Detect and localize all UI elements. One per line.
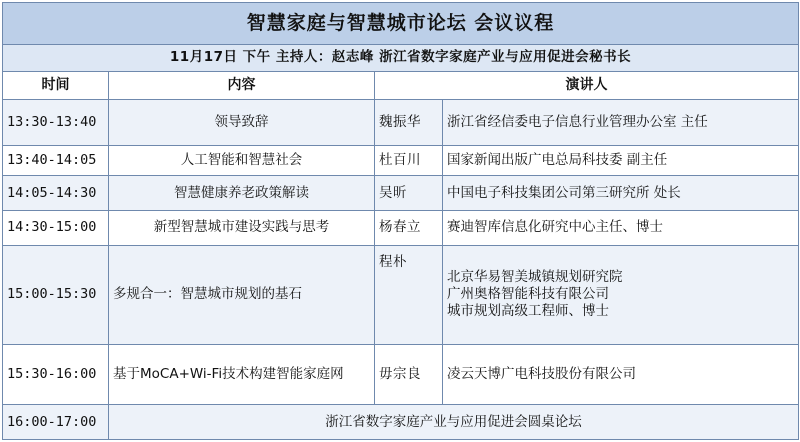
- speaker-name: 程朴: [375, 245, 443, 344]
- agenda-row: [3, 176, 799, 211]
- speaker-name: 魏振华: [375, 100, 443, 146]
- header-time: 时间: [3, 72, 109, 100]
- title-row: [3, 3, 799, 45]
- speaker-name: 杨春立: [375, 211, 443, 246]
- speaker-position: [443, 345, 799, 405]
- position-line: 赛迪智库信息化研究中心主任、博士: [447, 219, 663, 236]
- agenda-table: [2, 2, 799, 440]
- topic-cell: 多规合一：智慧城市规划的基石: [109, 245, 375, 344]
- subtitle-row: [3, 44, 799, 72]
- time-cell: 13:40-14:05: [3, 146, 109, 176]
- roundtable-cell: 浙江省数字家庭产业与应用促进会圆桌论坛: [109, 405, 799, 440]
- topic-cell: 智慧健康养老政策解读: [109, 176, 375, 211]
- time-cell: 14:05-14:30: [3, 176, 109, 211]
- speaker-position: [443, 146, 799, 176]
- header-content: 内容: [109, 72, 375, 100]
- topic-cell: 基于MoCA+Wi-Fi技术构建智能家庭网: [109, 345, 375, 405]
- agenda-row: [3, 405, 799, 440]
- header-row: [3, 72, 799, 100]
- position-line: 凌云天博广电科技股份有限公司: [447, 366, 636, 383]
- speaker-name: 吴昕: [375, 176, 443, 211]
- agenda-row: [3, 245, 799, 344]
- agenda-title: 智慧家庭与智慧城市论坛 会议议程: [3, 3, 799, 45]
- topic-cell: 人工智能和智慧社会: [109, 146, 375, 176]
- agenda-row: [3, 211, 799, 246]
- speaker-name: 杜百川: [375, 146, 443, 176]
- position-line: 中国电子科技集团公司第三研究所 处长: [447, 184, 681, 201]
- time-cell: 15:00-15:30: [3, 245, 109, 344]
- position-line: 广州奥格智能科技有限公司: [447, 286, 609, 303]
- speaker-position: [443, 245, 799, 344]
- header-speaker: 演讲人: [375, 72, 799, 100]
- topic-cell: 新型智慧城市建设实践与思考: [109, 211, 375, 246]
- time-cell: 16:00-17:00: [3, 405, 109, 440]
- agenda-row: [3, 146, 799, 176]
- time-cell: 13:30-13:40: [3, 100, 109, 146]
- time-cell: 15:30-16:00: [3, 345, 109, 405]
- agenda-row: [3, 100, 799, 146]
- session-info: 11月17日 下午 主持人：赵志峰 浙江省数字家庭产业与应用促进会秘书长: [3, 44, 799, 72]
- position-line: 浙江省经信委电子信息行业管理办公室 主任: [447, 114, 708, 131]
- position-line: 国家新闻出版广电总局科技委 副主任: [447, 152, 668, 169]
- time-cell: 14:30-15:00: [3, 211, 109, 246]
- position-line: 北京华易智美城镇规划研究院: [447, 269, 623, 286]
- speaker-position: [443, 176, 799, 211]
- agenda-row: [3, 345, 799, 405]
- speaker-position: [443, 100, 799, 146]
- topic-cell: 领导致辞: [109, 100, 375, 146]
- speaker-name: 毋宗良: [375, 345, 443, 405]
- position-line: 城市规划高级工程师、博士: [447, 303, 609, 320]
- speaker-position: [443, 211, 799, 246]
